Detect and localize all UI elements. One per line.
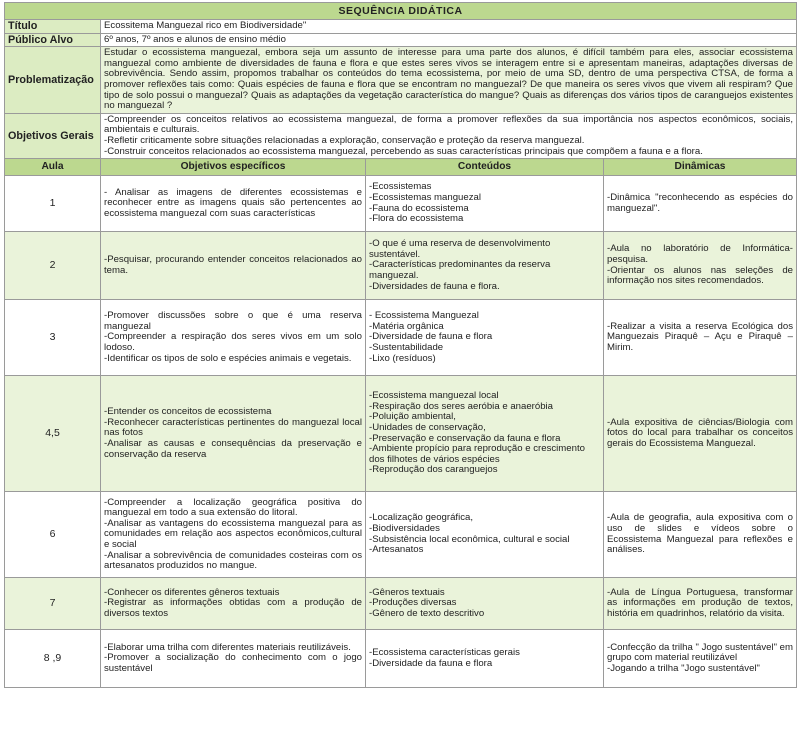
lesson-row xyxy=(5,492,797,578)
conteudo-item: -Diversidade de fauna e flora xyxy=(369,331,493,343)
lesson-number: 8 ,9 xyxy=(5,630,101,688)
lesson-row xyxy=(5,376,797,492)
conteudo-item: -Lixo (resíduos) xyxy=(369,352,436,364)
objetivo-geral-item: -Refletir criticamente sobre situações relacionadas a exploração, conservação e proteção da reserva manguezal. xyxy=(104,134,585,146)
conteudo-item: -Localização geográfica, xyxy=(369,512,473,524)
objetivo-item: -Analisar as vantagens do ecossistema manguezal para as comunidades em relação aos aspectos econômicos,cultural e social xyxy=(104,517,362,550)
objetivo-item: -Entender os conceitos de ecossistema xyxy=(104,406,272,418)
lesson-number: 6 xyxy=(5,492,101,578)
lesson-number: 1 xyxy=(5,176,101,232)
info-value-titulo: Ecossitema Manguezal rico em Biodiversidade" xyxy=(101,20,797,34)
objetivo-item: - Analisar as imagens de diferentes ecossistemas e reconhecer entre as imagens quais são pertencentes ao ecossistema manguezal com suas características xyxy=(104,186,362,219)
objetivo-item: -Conhecer os diferentes gêneros textuais xyxy=(104,586,280,598)
conteudo-item: -Matéria orgânica xyxy=(369,320,444,332)
lesson-conteudos xyxy=(366,630,604,688)
conteudo-item: -Preservação e conservação da fauna e flora xyxy=(369,432,561,444)
lesson-number: 4,5 xyxy=(5,376,101,492)
lesson-objetivos xyxy=(101,232,366,300)
objetivo-item: -Promover a socialização do conhecimento com o jogo sustentável xyxy=(104,652,362,674)
conteudo-item: -Produções diversas xyxy=(369,597,457,609)
lesson-dinamicas xyxy=(604,176,797,232)
objetivo-item: -Compreender a respiração dos seres vivos em um solo lodoso. xyxy=(104,331,362,353)
column-header-aula: Aula xyxy=(5,159,101,176)
lesson-dinamicas xyxy=(604,630,797,688)
lesson-conteudos xyxy=(366,176,604,232)
conteudo-item: -Respiração dos seres aeróbia e anaeróbia xyxy=(369,400,553,412)
lesson-objetivos xyxy=(101,630,366,688)
column-header-conteudos: Conteúdos xyxy=(366,159,604,176)
conteudo-item: -Ecossistemas xyxy=(369,181,432,193)
conteudo-item: - Ecossistema Manguezal xyxy=(369,310,479,322)
sequencia-didatica-document xyxy=(4,2,796,688)
table-title: SEQUÊNCIA DIDÁTICA xyxy=(5,3,797,20)
info-value-publico: 6º anos, 7º anos e alunos de ensino médio xyxy=(101,33,797,47)
lesson-objetivos xyxy=(101,300,366,376)
objetivo-item: -Pesquisar, procurando entender conceitos relacionados ao tema. xyxy=(104,254,362,276)
lesson-row xyxy=(5,232,797,300)
info-label-problematizacao: Problematização xyxy=(5,47,101,114)
objetivo-item: -Elaborar uma trilha com diferentes materiais reutilizáveis. xyxy=(104,641,351,653)
info-label-titulo: Título xyxy=(5,20,101,34)
lesson-number: 2 xyxy=(5,232,101,300)
lesson-conteudos xyxy=(366,376,604,492)
conteudo-item: -Características predominantes da reserva manguezal. xyxy=(369,259,551,281)
conteudo-item: -Diversidade da fauna e flora xyxy=(369,657,493,669)
lesson-number: 3 xyxy=(5,300,101,376)
objetivo-item: -Promover discussões sobre o que é uma reserva manguezal xyxy=(104,310,362,332)
lesson-row xyxy=(5,630,797,688)
sequencia-table xyxy=(4,2,797,688)
conteudo-item: -O que é uma reserva de desenvolvimento sustentável. xyxy=(369,238,551,260)
lesson-dinamicas xyxy=(604,300,797,376)
column-header-dinamicas: Dinâmicas xyxy=(604,159,797,176)
conteudo-item: -Unidades de conservação, xyxy=(369,422,486,434)
lesson-dinamicas xyxy=(604,376,797,492)
objetivo-item: -Reconhecer características pertinentes do manguezal local nas fotos xyxy=(104,416,362,439)
lesson-dinamicas xyxy=(604,492,797,578)
conteudo-item: -Subsistência local econômica, cultural e social xyxy=(369,533,570,545)
conteudo-item: -Artesanatos xyxy=(369,544,424,556)
conteudo-item: -Gênero de texto descritivo xyxy=(369,607,485,619)
conteudo-item: -Ecossistema características gerais xyxy=(369,647,520,659)
conteudo-item: -Biodiversidades xyxy=(369,523,440,535)
objetivo-item: -Registrar as informações obtidas com a produção de diversos textos xyxy=(104,597,362,619)
info-value-problematizacao: Estudar o ecossistema manguezal, embora seja um assunto de interesse para uma parte dos alunos, é difícil também para eles, associar ecossistema manguezal como ambiente de diversidades de fauna e flora e que estes seres vivos se interagem entre si e apresentam maneiras, adaptações diversas de sobrevivência. Sendo assim, propomos trabalhar os conteúdos do tema ecossistema, por meio de uma SD, dentro de uma perspectiva CTSA, de forma a promover reflexões tais como: Quais espécies de fauna e flora que se encontram no manguezal? De que maneira os seres vivos que vivem ali respiram? Que tipo de solo possui o manguezal? Quais as adaptações da vegetação característica do mangue? Quais as diferenças dos vários tipos de caranguejos existentes no manguezal ? xyxy=(101,47,797,114)
objetivo-item: -Analisar as causas e consequências da preservação e conservação da reserva xyxy=(104,437,362,460)
lesson-dinamicas xyxy=(604,232,797,300)
objetivos-gerais-label: Objetivos Gerais xyxy=(5,113,101,158)
dinamica-item: -Dinâmica "reconhecendo as espécies do manguezal". xyxy=(607,192,793,214)
lesson-conteudos xyxy=(366,578,604,630)
conteudo-item: -Ecossistema manguezal local xyxy=(369,390,499,402)
lesson-conteudos xyxy=(366,300,604,376)
lesson-conteudos xyxy=(366,492,604,578)
dinamica-item: -Realizar a visita a reserva Ecológica dos Manguezais Piraquê – Açu e Piraquê – Mirim. xyxy=(607,320,793,353)
conteudo-item: -Poluição ambiental, xyxy=(369,411,456,423)
conteudo-item: -Ambiente propício para reprodução e crescimento dos filhotes de vários espécies xyxy=(369,443,585,465)
lesson-objetivos xyxy=(101,176,366,232)
conteudo-item: -Fauna do ecossistema xyxy=(369,202,469,214)
conteudo-item: -Sustentabilidade xyxy=(369,341,444,353)
dinamica-item: -Aula de geografia, aula expositiva com o uso de slides e vídeos sobre o Ecossistema Manguezal para reflexões e análises. xyxy=(607,512,793,556)
conteudo-item: -Ecossistemas manguezal xyxy=(369,192,481,204)
lesson-objetivos xyxy=(101,376,366,492)
objetivo-geral-item: -Compreender os conceitos relativos ao ecossistema manguezal, de forma a promover reflexões da sua importância nos aspectos econômicos, sociais, ambientais e culturais. xyxy=(104,113,793,136)
dinamica-item: -Aula de Língua Portuguesa, transformar as informações em produção de textos, história em quadrinhos, relatório da visita. xyxy=(607,586,793,619)
lesson-conteudos xyxy=(366,232,604,300)
dinamica-item: -Confecção da trilha " Jogo sustentável" em grupo com material reutilizável xyxy=(607,641,793,664)
conteudo-item: -Reprodução dos caranguejos xyxy=(369,464,498,476)
conteudo-item: -Gêneros textuais xyxy=(369,586,445,598)
dinamica-item: -Orientar os alunos nas seleções de informação nos sites recomendados. xyxy=(607,264,793,287)
lesson-dinamicas xyxy=(604,578,797,630)
objetivos-gerais-list xyxy=(101,113,797,158)
conteudo-item: -Flora do ecossistema xyxy=(369,213,464,225)
objetivo-item: -Compreender a localização geográfica positiva do manguezal em todo a sua extensão do litoral. xyxy=(104,496,362,519)
lesson-row xyxy=(5,176,797,232)
lesson-row xyxy=(5,300,797,376)
objetivo-geral-item: -Construir conceitos relacionados ao ecossistema manguezal, percebendo as suas características principais que compõem a fauna e a flora. xyxy=(104,145,703,157)
lesson-objetivos xyxy=(101,578,366,630)
objetivo-item: -Identificar os tipos de solo e espécies animais e vegetais. xyxy=(104,352,352,364)
dinamica-item: -Aula no laboratório de Informática-pesquisa. xyxy=(607,243,793,266)
objetivo-item: -Analisar a sobrevivência de comunidades costeiras com os artesanatos produzidos no mangue. xyxy=(104,549,362,572)
lesson-objetivos xyxy=(101,492,366,578)
lesson-row xyxy=(5,578,797,630)
column-header-objetivos: Objetivos específicos xyxy=(101,159,366,176)
info-label-publico: Público Alvo xyxy=(5,33,101,47)
lesson-number: 7 xyxy=(5,578,101,630)
dinamica-item: -Jogando a trilha "Jogo sustentável" xyxy=(607,662,760,674)
conteudo-item: -Diversidades de fauna e flora. xyxy=(369,280,500,292)
dinamica-item: -Aula expositiva de ciências/Biologia com fotos do local para trabalhar os conceitos gerais do Ecossistema Manguezal. xyxy=(607,416,793,449)
